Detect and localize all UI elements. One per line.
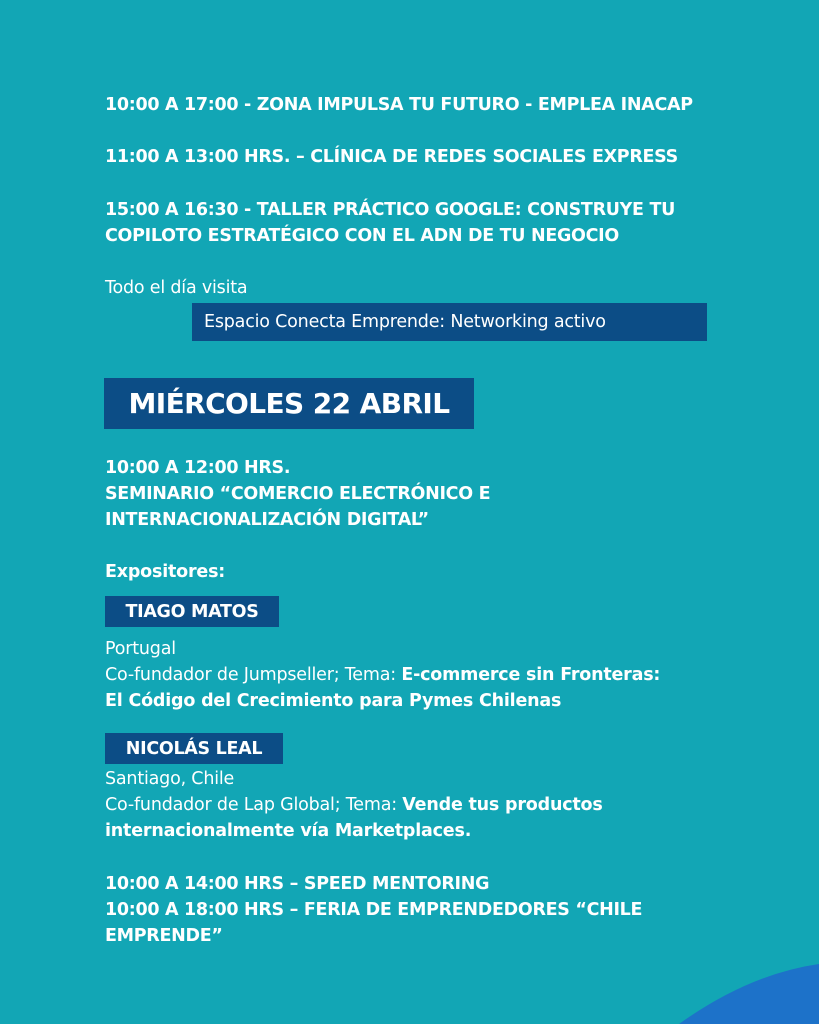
- speaker-topic: Vende tus productos: [402, 795, 603, 815]
- speaker-topic-line2: El Código del Crecimiento para Pymes Chilenas: [105, 691, 562, 711]
- speaker-role: Co-fundador de Jumpseller; Tema:: [105, 665, 402, 685]
- seminar-title-line2: INTERNACIONALIZACIÓN DIGITAL”: [105, 510, 429, 530]
- schedule-item-taller-line2: COPILOTO ESTRATÉGICO CON EL ADN DE TU NEGOCIO: [105, 226, 619, 246]
- speaker-name-tiago: TIAGO MATOS: [105, 596, 279, 627]
- speaker-bio-line1: [105, 792, 603, 819]
- seminar-title-line1: SEMINARIO “COMERCIO ELECTRÓNICO E: [105, 484, 491, 504]
- corner-arc-shape: [679, 964, 819, 1024]
- speaker-location: Santiago, Chile: [105, 769, 235, 789]
- corner-arc-decoration: [659, 964, 819, 1024]
- speaker-location: Portugal: [105, 639, 176, 659]
- speaker-bio-line1: [105, 662, 660, 689]
- speaker-name-nicolas: NICOLÁS LEAL: [105, 733, 283, 764]
- all-day-lead: Todo el día visita: [105, 278, 248, 298]
- schedule-item-clinica: 11:00 A 13:00 HRS. – CLÍNICA DE REDES SOCIALES EXPRESS: [105, 147, 678, 167]
- speakers-heading: Expositores:: [105, 562, 226, 582]
- schedule-item-taller-line1: 15:00 A 16:30 - TALLER PRÁCTICO GOOGLE: CONSTRUYE TU: [105, 200, 676, 220]
- speaker-topic: E-commerce sin Fronteras:: [401, 665, 661, 685]
- schedule-item-feria-line1: 10:00 A 18:00 HRS – FERIA DE EMPRENDEDORES “CHILE: [105, 900, 643, 920]
- all-day-highlight: Espacio Conecta Emprende: Networking activo: [192, 303, 707, 341]
- schedule-item-feria-line2: EMPRENDE”: [105, 926, 223, 946]
- speaker-role: Co-fundador de Lap Global; Tema:: [105, 795, 403, 815]
- speaker-topic-line2: internacionalmente vía Marketplaces.: [105, 821, 472, 841]
- schedule-item-mentoring: 10:00 A 14:00 HRS – SPEED MENTORING: [105, 874, 490, 894]
- seminar-time: 10:00 A 12:00 HRS.: [105, 458, 291, 478]
- schedule-item-emplea: 10:00 A 17:00 - ZONA IMPULSA TU FUTURO - EMPLEA INACAP: [105, 95, 693, 115]
- day-title: MIÉRCOLES 22 ABRIL: [104, 378, 474, 429]
